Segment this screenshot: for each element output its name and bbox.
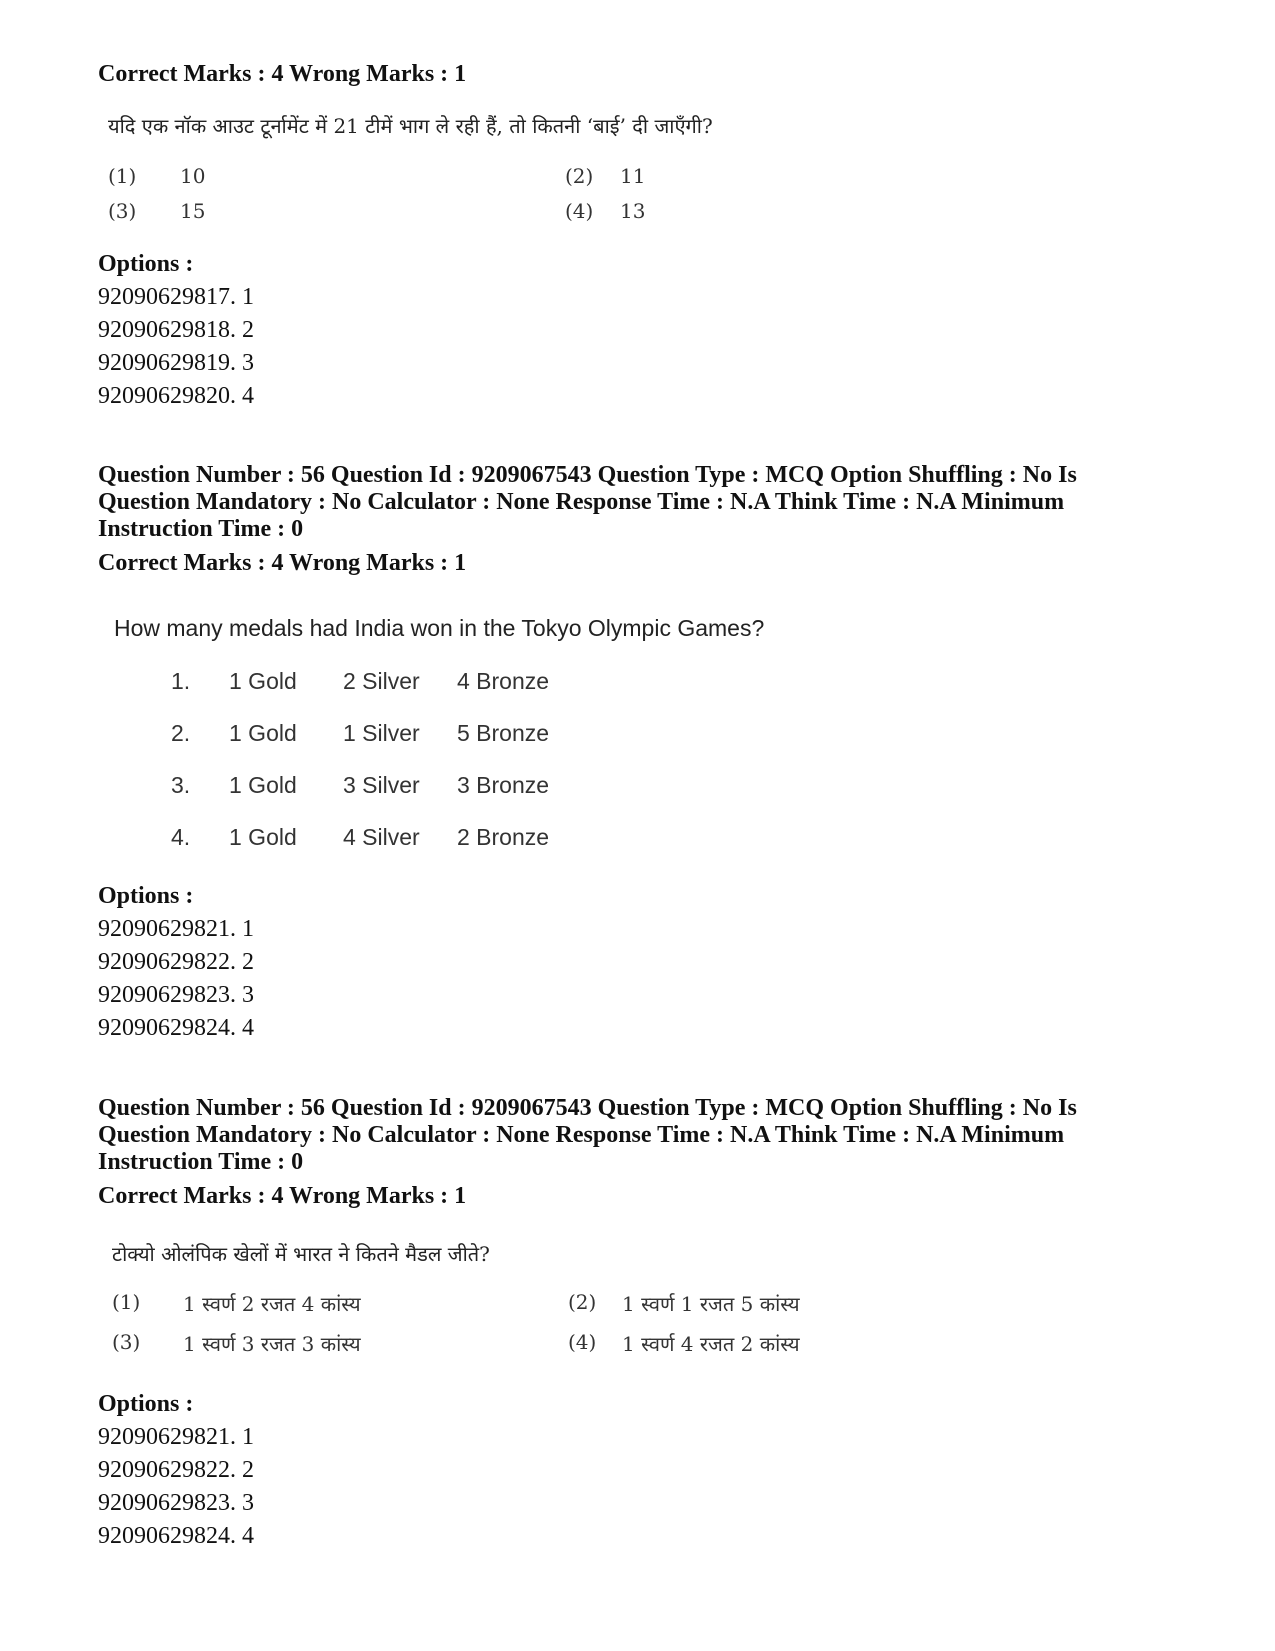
question-text-english: How many medals had India won in the Tokyo Olympic Games?: [114, 615, 765, 641]
choice-gold: 1 Gold: [229, 824, 297, 850]
question-header-line: Question Number : 56 Question Id : 9209067543 Question Type : MCQ Option Shuffling : No Is: [98, 1095, 1077, 1121]
choice-text: 11: [620, 164, 646, 188]
choice-text: 13: [620, 199, 646, 223]
marks-line: Correct Marks : 4 Wrong Marks : 1: [98, 550, 467, 576]
choice-number: (1): [112, 1290, 141, 1314]
choice-number: (2): [568, 1290, 597, 1314]
options-heading: Options :: [98, 251, 194, 277]
option-item: 92090629820. 4: [98, 383, 254, 409]
choice-silver: 4 Silver: [343, 824, 420, 850]
option-item: 92090629819. 3: [98, 350, 254, 376]
option-item: 92090629824. 4: [98, 1015, 254, 1041]
option-item: 92090629821. 1: [98, 1424, 254, 1450]
question-header-line: Question Number : 56 Question Id : 9209067543 Question Type : MCQ Option Shuffling : No Is: [98, 462, 1077, 488]
choice-bronze: 4 Bronze: [457, 668, 550, 694]
choice-text: 15: [180, 199, 206, 223]
option-item: 92090629817. 1: [98, 284, 254, 310]
choice-silver: 1 Silver: [343, 720, 420, 746]
choice-text: 1 स्वर्ण 2 रजत 4 कांस्य: [183, 1292, 361, 1316]
question-header-line: Question Mandatory : No Calculator : None Response Time : N.A Think Time : N.A Minimum: [98, 489, 1065, 515]
choice-text: 1 स्वर्ण 1 रजत 5 कांस्य: [622, 1292, 800, 1316]
option-item: 92090629822. 2: [98, 949, 254, 975]
option-item: 92090629822. 2: [98, 1457, 254, 1483]
choice-number: (4): [565, 199, 594, 223]
question-header-line: Instruction Time : 0: [98, 516, 304, 542]
question-header-line: Instruction Time : 0: [98, 1149, 304, 1175]
choice-gold: 1 Gold: [229, 668, 297, 694]
option-item: 92090629824. 4: [98, 1523, 254, 1549]
option-item: 92090629818. 2: [98, 317, 254, 343]
marks-line: Correct Marks : 4 Wrong Marks : 1: [98, 61, 467, 87]
choice-text: 1 स्वर्ण 4 रजत 2 कांस्य: [622, 1332, 800, 1356]
option-item: 92090629821. 1: [98, 916, 254, 942]
choice-number: (2): [565, 164, 594, 188]
choice-gold: 1 Gold: [229, 720, 297, 746]
choice-number: (3): [108, 199, 137, 223]
choice-text: 10: [180, 164, 206, 188]
choice-bronze: 2 Bronze: [457, 824, 550, 850]
choice-silver: 3 Silver: [343, 772, 420, 798]
choice-silver: 2 Silver: [343, 668, 420, 694]
options-heading: Options :: [98, 883, 194, 909]
options-heading: Options :: [98, 1391, 194, 1417]
marks-line: Correct Marks : 4 Wrong Marks : 1: [98, 1183, 467, 1209]
option-item: 92090629823. 3: [98, 982, 254, 1008]
choice-gold: 1 Gold: [229, 772, 297, 798]
choice-number: (1): [108, 164, 137, 188]
choice-number: 2.: [171, 720, 191, 746]
choice-text: 1 स्वर्ण 3 रजत 3 कांस्य: [183, 1332, 361, 1356]
choice-bronze: 5 Bronze: [457, 720, 550, 746]
question-text-hindi: यदि एक नॉक आउट टूर्नामेंट में 21 टीमें भाग ले रही हैं, तो कितनी ‘बाई’ दी जाएँगी?: [108, 114, 713, 138]
option-item: 92090629823. 3: [98, 1490, 254, 1516]
choice-number: 3.: [171, 772, 191, 798]
choice-number: (4): [568, 1330, 597, 1354]
question-text-hindi: टोक्यो ओलंपिक खेलों में भारत ने कितने मैडल जीते?: [112, 1242, 490, 1266]
choice-number: 4.: [171, 824, 191, 850]
choice-bronze: 3 Bronze: [457, 772, 550, 798]
choice-number: 1.: [171, 668, 191, 694]
question-header-line: Question Mandatory : No Calculator : None Response Time : N.A Think Time : N.A Minimum: [98, 1122, 1065, 1148]
choice-number: (3): [112, 1330, 141, 1354]
